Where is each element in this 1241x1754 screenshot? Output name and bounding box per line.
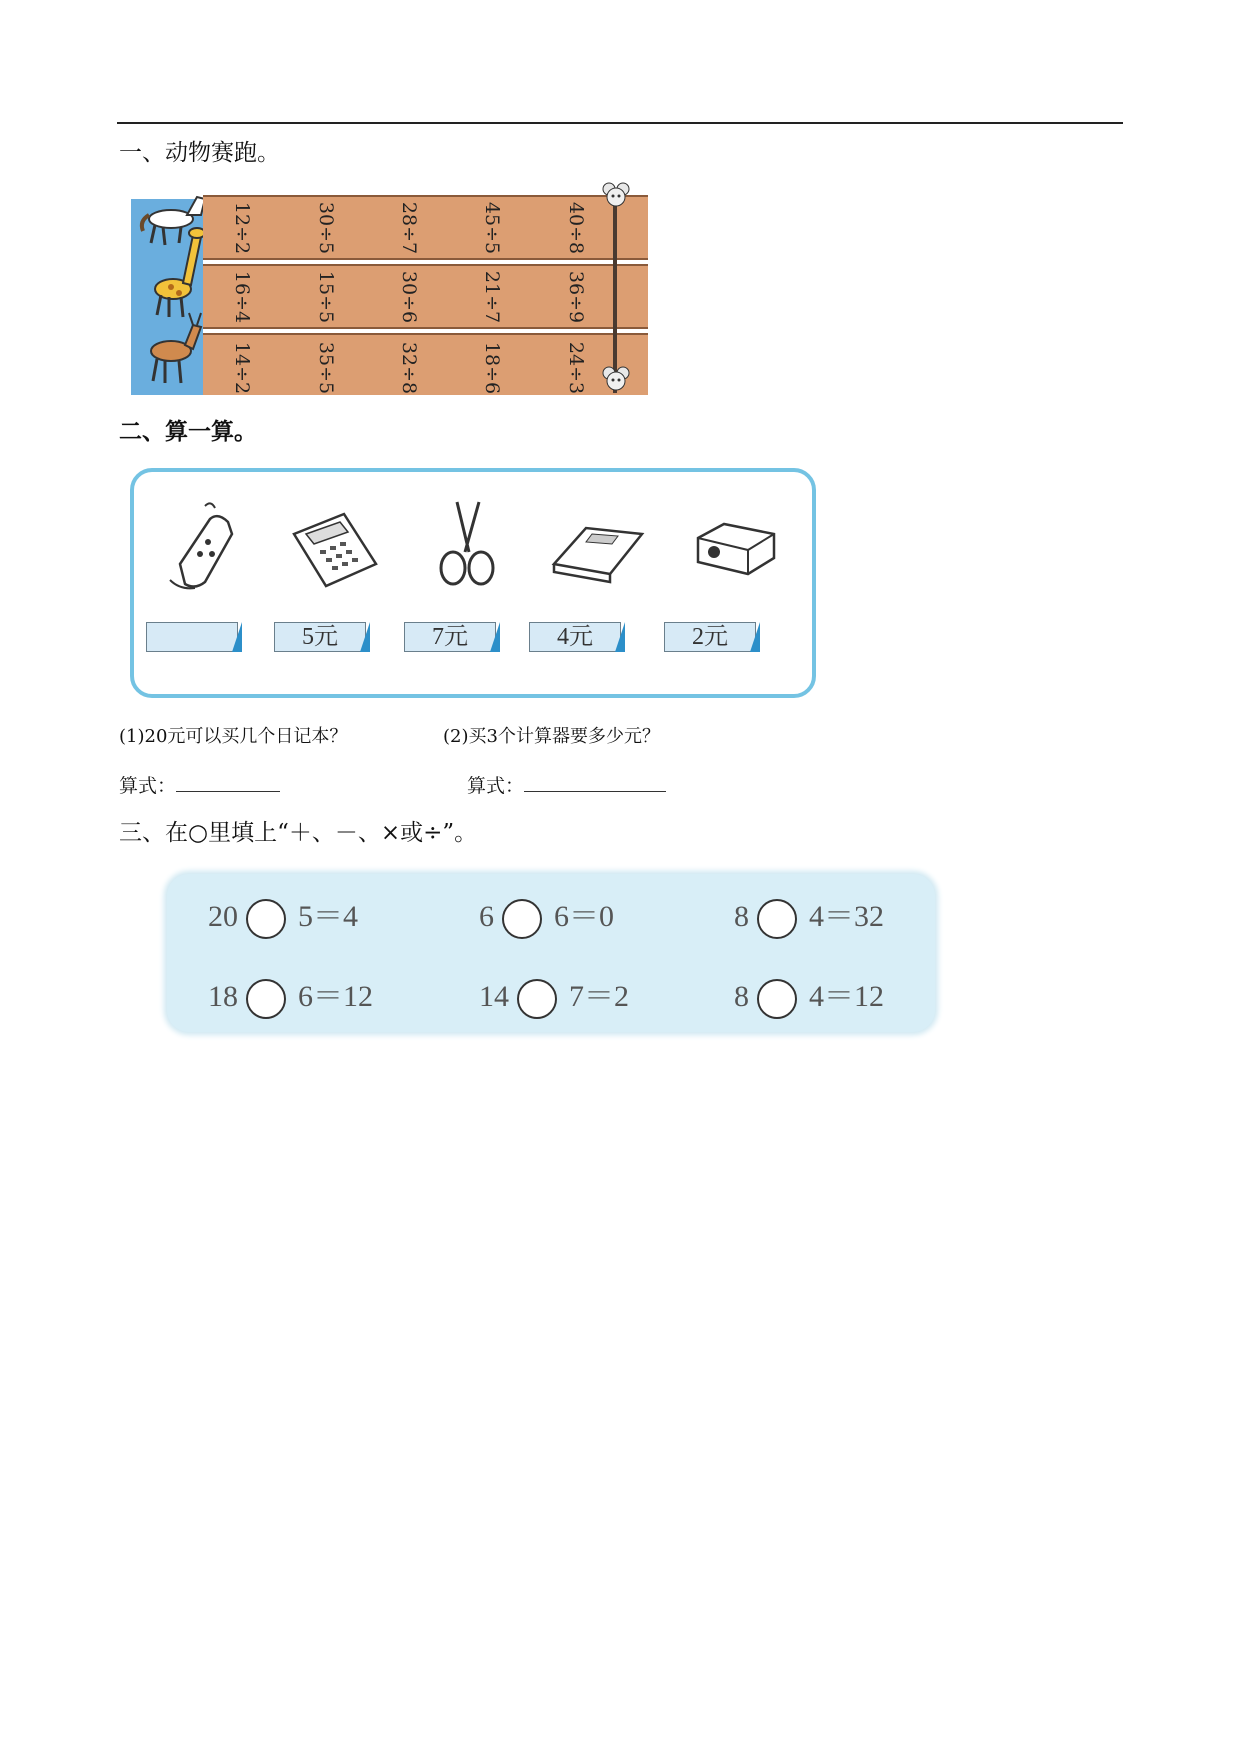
race-track-1	[203, 195, 648, 260]
operator-circle[interactable]	[517, 979, 557, 1019]
track-expression: 28÷7	[398, 201, 420, 255]
question-1: (1)20元可以买几个日记本？	[119, 726, 348, 747]
section-3-title: 三、在○里填上“＋、－、×或÷”。	[119, 820, 478, 846]
header-rule	[117, 122, 1123, 124]
tag-fold	[232, 622, 242, 652]
animals-group	[135, 185, 207, 395]
operator-exercise-panel	[167, 874, 935, 1032]
mouse-icon	[601, 181, 631, 209]
track-expression: 30÷5	[315, 201, 337, 255]
operator-circle[interactable]	[246, 899, 286, 939]
price-tag: 5元	[274, 622, 366, 652]
operator-circle[interactable]	[502, 899, 542, 939]
track-expression: 18÷6	[481, 341, 503, 395]
price-tag: 4元	[529, 622, 621, 652]
track-expression: 40÷8	[565, 201, 587, 255]
track-expression: 14÷2	[231, 341, 253, 395]
formula-line-1	[119, 771, 280, 798]
formula-label: 算式：	[119, 775, 177, 797]
answer-blank-1[interactable]	[176, 775, 280, 792]
operand: 6	[479, 900, 494, 933]
answer-blank-2[interactable]	[524, 775, 666, 792]
track-expression: 21÷7	[481, 270, 503, 324]
equation	[734, 977, 884, 1019]
equation	[208, 977, 373, 1019]
equation-rest: 4＝32	[809, 900, 884, 933]
track-expression: 30÷6	[398, 270, 420, 324]
operator-circle[interactable]	[757, 979, 797, 1019]
formula-line-2	[467, 771, 666, 798]
tag-fold	[615, 622, 625, 652]
operator-circle[interactable]	[757, 899, 797, 939]
scissors-icon	[417, 494, 517, 594]
track-expression: 16÷4	[231, 270, 253, 324]
equation	[479, 977, 629, 1019]
race-track-3	[203, 333, 648, 395]
track-expression: 35÷5	[315, 341, 337, 395]
section-1-title: 一、动物赛跑。	[119, 140, 280, 166]
track-expression: 32÷8	[398, 341, 420, 395]
animal-race-figure	[131, 181, 648, 395]
calculator-icon	[284, 494, 384, 594]
operand: 18	[208, 980, 238, 1013]
sharpener-icon	[684, 494, 784, 594]
phone-icon	[150, 494, 250, 594]
track-expression: 24÷3	[565, 341, 587, 395]
operator-circle[interactable]	[246, 979, 286, 1019]
section-2-title: 二、算一算。	[119, 418, 257, 445]
price-tag: 7元	[404, 622, 496, 652]
track-expression: 36÷9	[565, 270, 587, 324]
equation-rest: 6＝0	[554, 900, 614, 933]
notebook-icon	[546, 494, 646, 594]
equation-rest: 6＝12	[298, 980, 373, 1013]
deer-icon	[151, 313, 201, 383]
operand: 14	[479, 980, 509, 1013]
tag-fold	[360, 622, 370, 652]
formula-label: 算式：	[467, 775, 525, 797]
tag-fold	[490, 622, 500, 652]
equation	[734, 897, 884, 939]
track-expression: 12÷2	[231, 201, 253, 255]
price-tag	[146, 622, 238, 652]
operand: 8	[734, 900, 749, 933]
track-expression: 15÷5	[315, 270, 337, 324]
tag-fold	[750, 622, 760, 652]
equation	[208, 897, 358, 939]
price-tag: 2元	[664, 622, 756, 652]
equation	[479, 897, 614, 939]
equation-rest: 5＝4	[298, 900, 358, 933]
track-expression: 45÷5	[481, 201, 503, 255]
equation-rest: 4＝12	[809, 980, 884, 1013]
question-2: (2)买3个计算器要多少元？	[443, 726, 660, 747]
operand: 20	[208, 900, 238, 933]
shop-price-panel	[130, 468, 816, 698]
mouse-icon	[601, 365, 631, 393]
race-track-2	[203, 264, 648, 329]
equation-rest: 7＝2	[569, 980, 629, 1013]
operand: 8	[734, 980, 749, 1013]
